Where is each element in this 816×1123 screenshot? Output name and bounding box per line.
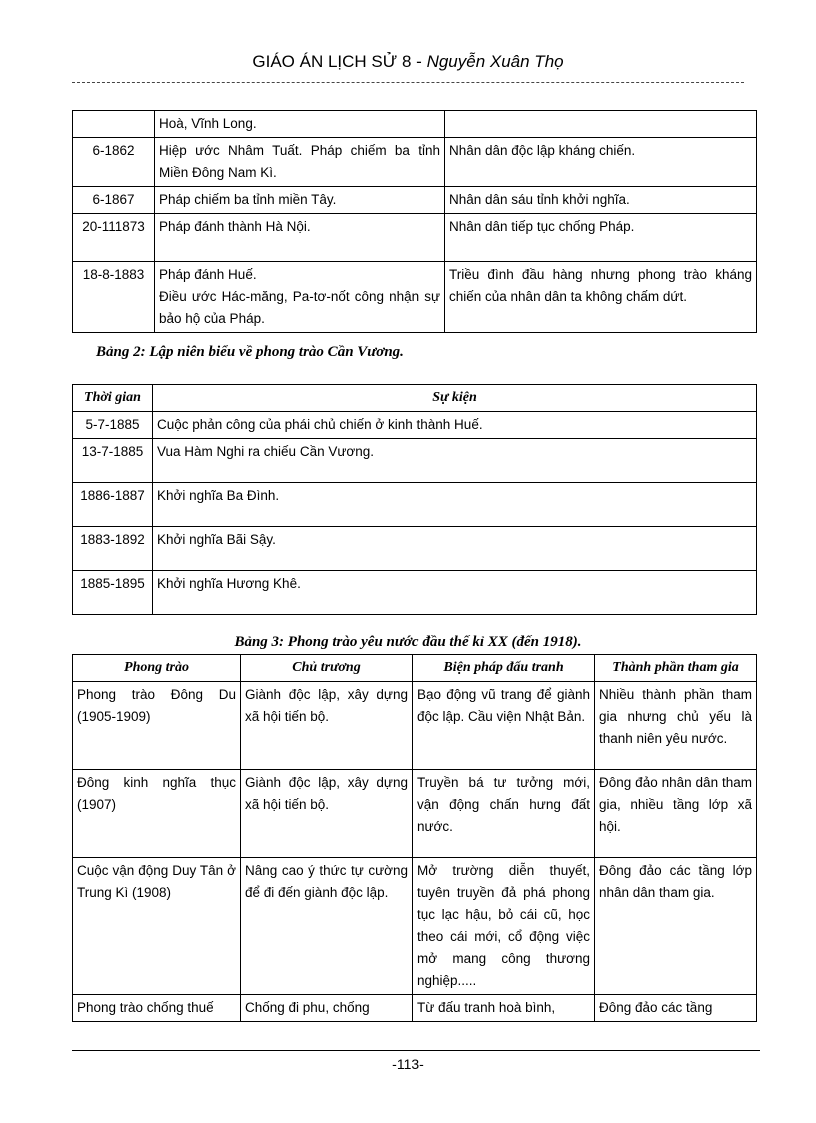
table-row: 13-7-1885 Vua Hàm Nghi ra chiếu Cần Vương. — [73, 439, 757, 483]
table-row: 20-111873 Pháp đánh thành Hà Nội. Nhân dân tiếp tục chống Pháp. — [73, 214, 757, 262]
page-number: -113- — [392, 1056, 424, 1072]
table-patriotic-movements — [72, 654, 757, 1022]
table-can-vuong — [72, 384, 757, 615]
header-author: Nguyễn Xuân Thọ — [426, 52, 564, 71]
table-row: Phong trào Đông Du (1905-1909) Giành độc lập, xây dựng xã hội tiến bộ. Bạo động vũ trang để giành độc lập. Cầu viện Nhật Bản. Nhiều thành phần tham gia nhưng chủ yếu là thanh niên yêu nước. — [73, 682, 757, 770]
header-divider — [72, 82, 744, 83]
table-header-row: Phong trào Chủ trương Biện pháp đấu tranh Thành phần tham gia — [73, 655, 757, 682]
table-row: Cuộc vận động Duy Tân ở Trung Kì (1908) Nâng cao ý thức tự cường để đi đến giành độc lập. Mở trường diễn thuyết, tuyên truyền đả phá phong tục lạc hậu, bỏ cái cũ, học theo cái mới, cổ động việc mở mang công thương nghiệp..... Đông đảo các tầng lớp nhân dân tham gia. — [73, 858, 757, 995]
table3-caption: Bảng 3: Phong trào yêu nước đầu thế kỉ XX (đến 1918). — [234, 634, 582, 650]
table-row: Đông kinh nghĩa thục (1907) Giành độc lập, xây dựng xã hội tiến bộ. Truyền bá tư tưởng mới, vận động chấn hưng đất nước. Đông đảo nhân dân tham gia, nhiều tầng lớp xã hội. — [73, 770, 757, 858]
table2-caption: Bảng 2: Lập niên biểu về phong trào Cần Vương. — [96, 344, 404, 360]
table-row: Hoà, Vĩnh Long. — [73, 111, 757, 138]
footer-divider — [72, 1050, 760, 1051]
table-row: 5-7-1885 Cuộc phản công của phái chủ chiến ở kinh thành Huế. — [73, 412, 757, 439]
table-conquest — [72, 110, 757, 333]
header-title: GIÁO ÁN LỊCH SỬ 8 - — [252, 52, 427, 71]
table-row: 6-1862 Hiệp ước Nhâm Tuất. Pháp chiếm ba tỉnh Miền Đông Nam Kì. Nhân dân độc lập kháng chiến. — [73, 138, 757, 187]
table-header-row: Thời gian Sự kiện — [73, 385, 757, 412]
table-row: 1885-1895 Khởi nghĩa Hương Khê. — [73, 571, 757, 615]
table-row: Phong trào chống thuế Chống đi phu, chống Từ đấu tranh hoà bình, Đông đảo các tầng — [73, 995, 757, 1022]
table-row: 1886-1887 Khởi nghĩa Ba Đình. — [73, 483, 757, 527]
table-row: 18-8-1883 Pháp đánh Huế. Điều ước Hác-măng, Pa-tơ-nốt công nhận sự bảo hộ của Pháp. Triều đình đầu hàng nhưng phong trào kháng chiến của nhân dân ta không chấm dứt. — [73, 262, 757, 333]
table-row: 1883-1892 Khởi nghĩa Bãi Sậy. — [73, 527, 757, 571]
table-row: 6-1867 Pháp chiếm ba tỉnh miền Tây. Nhân dân sáu tỉnh khởi nghĩa. — [73, 187, 757, 214]
page-header — [0, 52, 816, 72]
